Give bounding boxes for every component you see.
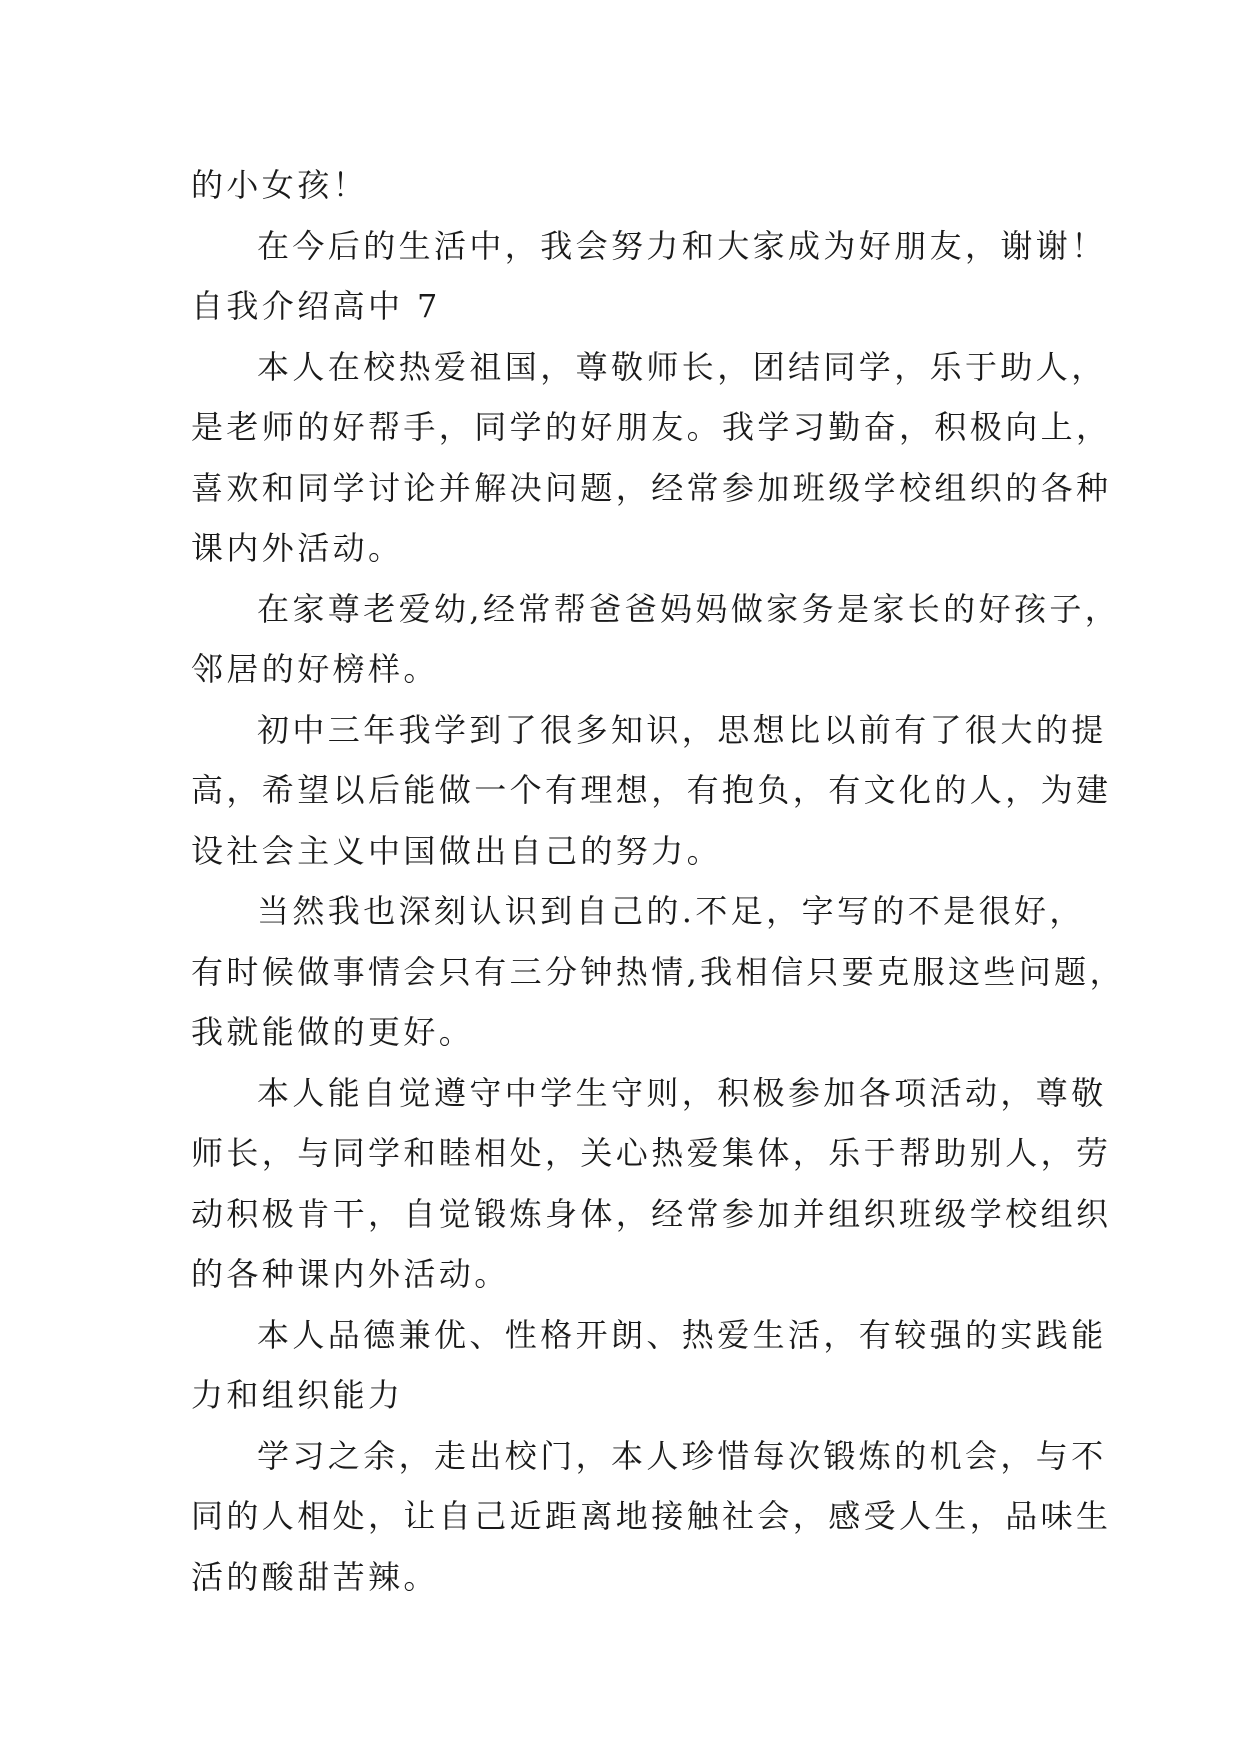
text-line: 动积极肯干，自觉锻炼身体，经常参加并组织班级学校组织 [191,1194,1112,1233]
text-line: 喜欢和同学讨论并解决问题，经常参加班级学校组织的各种 [191,468,1112,507]
text-line: 本人品德兼优、性格开朗、热爱生活，有较强的实践能 [257,1315,1107,1354]
text-line: 有时候做事情会只有三分钟热情,我相信只要克服这些问题， [191,952,1125,991]
text-line: 初中三年我学到了很多知识，思想比以前有了很大的提 [257,710,1107,749]
text-line: 是老师的好帮手，同学的好朋友。我学习勤奋，积极向上， [191,408,1112,446]
text-line: 同的人相处，让自己近距离地接触社会，感受人生，品味生 [191,1497,1112,1535]
text-line: 高，希望以后能做一个有理想，有抱负，有文化的人，为建 [191,771,1112,809]
text-line: 设社会主义中国做出自己的努力。 [191,831,723,870]
text-line: 邻居的好榜样。 [191,650,439,688]
text-line: 课内外活动。 [191,529,404,567]
text-line: 师长，与同学和睦相处，关心热爱集体，乐于帮助别人，劳 [191,1134,1112,1172]
text-line: 在今后的生活中，我会努力和大家成为好朋友，谢谢！ [257,226,1107,265]
section-heading: 自我介绍高中 7 [191,287,441,325]
text-line: 力和组织能力 [191,1376,404,1414]
text-line: 当然我也深刻认识到自己的.不足，字写的不是很好， [257,892,1085,930]
text-line: 活的酸甜苦辣。 [191,1557,439,1596]
text-line: 我就能做的更好。 [191,1013,475,1051]
document-body [191,155,1125,1607]
text-line: 学习之余，走出校门，本人珍惜每次锻炼的机会，与不 [257,1436,1107,1475]
text-line: 本人在校热爱祖国，尊敬师长，团结同学，乐于助人， [257,347,1107,386]
text-line: 本人能自觉遵守中学生守则，积极参加各项活动，尊敬 [257,1073,1107,1112]
text-line: 的各种课内外活动。 [191,1255,510,1293]
text-line: 的小女孩！ [191,166,369,204]
text-line: 在家尊老爱幼,经常帮爸爸妈妈做家务是家长的好孩子， [257,589,1121,628]
